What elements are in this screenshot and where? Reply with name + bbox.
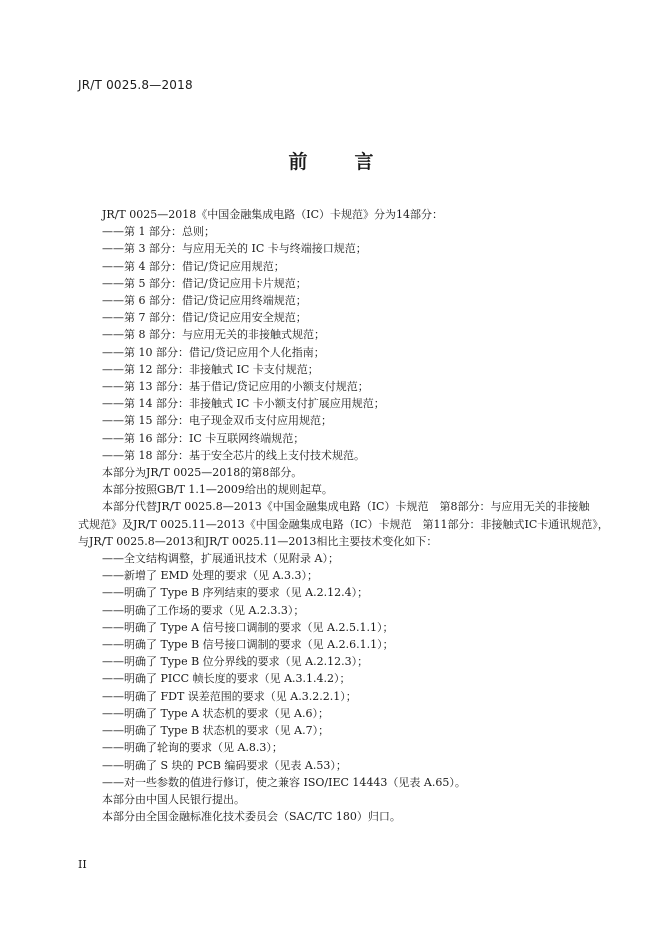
- paragraph: ——明确了 FDT 误差范围的要求（见 A.3.2.2.1）；: [102, 689, 357, 703]
- paragraph: ——明确了工作场的要求（见 A.2.3.3）；: [102, 603, 305, 617]
- document-body: [78, 206, 609, 825]
- paragraph: ——明确了 Type A 信号接口调制的要求（见 A.2.5.1.1）；: [102, 620, 394, 634]
- paragraph: ——第 7 部分：借记/贷记应用安全规范；: [102, 311, 307, 325]
- paragraph: ——第 5 部分：借记/贷记应用卡片规范；: [102, 276, 307, 290]
- paragraph: ——明确了 Type B 信号接口调制的要求（见 A.2.6.1.1）；: [102, 638, 394, 652]
- page-title: 前 言: [288, 151, 388, 173]
- standard-id: JR/T 0025.8—2018: [78, 78, 193, 92]
- paragraph: ——第 4 部分：借记/贷记应用规范；: [102, 259, 285, 273]
- paragraph: ——第 1 部分：总则；: [102, 225, 215, 239]
- paragraph: 本部分由全国金融标准化技术委员会（SAC/TC 180）归口。: [102, 810, 401, 824]
- paragraph: ——第 12 部分：非接触式 IC 卡支付规范；: [102, 362, 319, 376]
- paragraph: 式规范》及JR/T 0025.11—2013《中国金融集成电路（IC）卡规范 第11部分：非接触式IC卡通讯规范》，: [78, 517, 609, 531]
- paragraph: 本部分由中国人民银行提出。: [102, 792, 245, 806]
- paragraph: ——明确了 Type B 序列结束的要求（见 A.2.12.4）；: [102, 586, 369, 600]
- paragraph: ——明确了 PICC 帧长度的要求（见 A.3.1.4.2）；: [102, 672, 351, 686]
- paragraph: 本部分代替JR/T 0025.8—2013《中国金融集成电路（IC）卡规范 第8部分：与应用无关的非接触: [102, 500, 590, 514]
- paragraph: ——第 3 部分：与应用无关的 IC 卡与终端接口规范；: [102, 242, 367, 256]
- paragraph: JR/T 0025—2018《中国金融集成电路（IC）卡规范》分为14部分：: [102, 208, 443, 221]
- paragraph: ——第 14 部分：非接触式 IC 卡小额支付扩展应用规范；: [102, 397, 385, 411]
- paragraph: ——第 18 部分：基于安全芯片的线上支付技术规范。: [102, 448, 365, 462]
- paragraph: ——第 10 部分：借记/贷记应用个人化指南；: [102, 345, 325, 359]
- paragraph: ——明确了 S 块的 PCB 编码要求（见表 A.53）；: [102, 758, 347, 772]
- paragraph: ——新增了 EMD 处理的要求（见 A.3.3）；: [102, 569, 319, 583]
- paragraph: 与JR/T 0025.8—2013和JR/T 0025.11—2013相比主要技术变化如下：: [78, 534, 438, 548]
- paragraph: ——明确了 Type A 状态机的要求（见 A.6）；: [102, 706, 329, 720]
- paragraph: ——全文结构调整，扩展通讯技术（见附录 A）；: [102, 552, 339, 566]
- paragraph: 本部分为JR/T 0025—2018的第8部分。: [102, 466, 303, 480]
- page-number: II: [78, 858, 87, 871]
- paragraph: ——第 8 部分：与应用无关的非接触式规范；: [102, 328, 325, 342]
- paragraph: 本部分按照GB/T 1.1—2009给出的规则起草。: [102, 483, 333, 497]
- paragraph: ——第 6 部分：借记/贷记应用终端规范；: [102, 294, 307, 308]
- paragraph: ——明确了 Type B 位分界线的要求（见 A.2.12.3）；: [102, 655, 369, 669]
- paragraph: ——第 16 部分：IC 卡互联网终端规范；: [102, 431, 305, 445]
- paragraph: ——对一些参数的值进行修订，使之兼容 ISO/IEC 14443（见表 A.65）。: [102, 775, 466, 789]
- paragraph: ——第 15 部分：电子现金双币支付应用规范；: [102, 414, 332, 428]
- paragraph: ——明确了轮询的要求（见 A.8.3）；: [102, 741, 283, 755]
- paragraph: ——明确了 Type B 状态机的要求（见 A.7）；: [102, 724, 330, 738]
- paragraph: ——第 13 部分：基于借记/贷记应用的小额支付规范；: [102, 380, 369, 394]
